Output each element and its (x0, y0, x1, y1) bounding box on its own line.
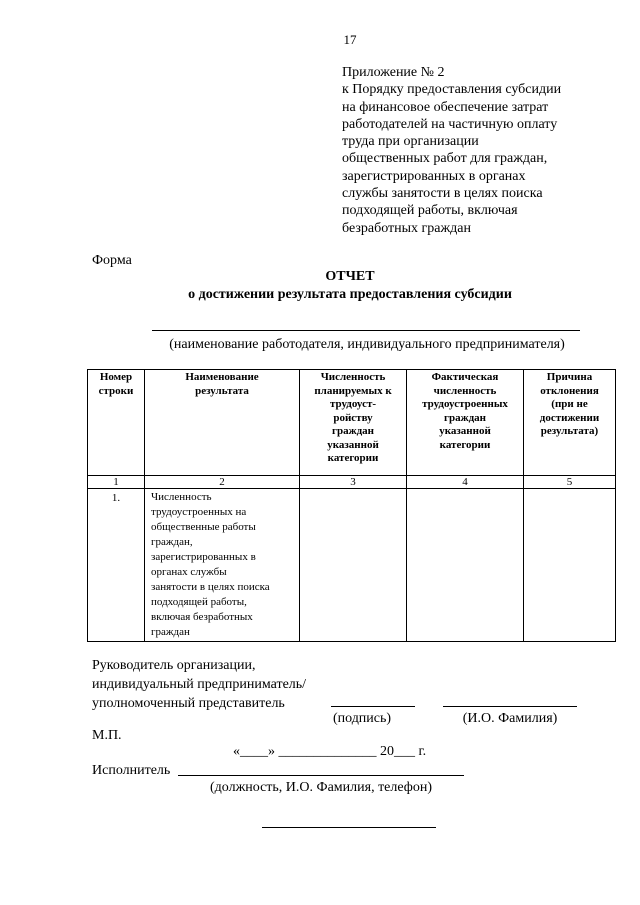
executor-field-line[interactable] (178, 775, 464, 776)
header-deviation-reason: Причина отклонения (при не достижении результата) (524, 370, 616, 476)
appendix-line: на финансовое обеспечение затрат (342, 99, 549, 115)
appendix-line: подходящей работы, включая (342, 203, 518, 219)
signatory-line: индивидуальный предприниматель/ (92, 677, 307, 692)
header-row-number: Номер строки (88, 370, 145, 476)
column-number: 1 (88, 476, 145, 489)
header-result-name: Наименование результата (145, 370, 300, 476)
header-planned-count: Численность планируемых к трудоуст- ройству граждан указанной категории (300, 370, 407, 476)
form-label: Форма (92, 253, 132, 268)
column-number: 5 (524, 476, 616, 489)
appendix-line: работодателей на частичную оплату (342, 116, 558, 132)
header-actual-count: Фактическая численность трудоустроенных граждан указанной категории (407, 370, 524, 476)
appendix-line: труда при организации (342, 134, 479, 150)
signatory-title (92, 656, 306, 713)
org-name-caption: (наименование работодателя, индивидуального предпринимателя) (169, 337, 565, 352)
column-number-row (88, 476, 616, 489)
row-actual-cell[interactable] (407, 489, 524, 642)
table-row (88, 489, 616, 642)
appendix-line: общественных работ для граждан, (342, 151, 548, 167)
appendix-line: службы занятости в целях поиска (342, 186, 543, 202)
row-number: 1. (88, 489, 145, 642)
executor-caption: (должность, И.О. Фамилия, телефон) (209, 780, 432, 795)
full-name-caption: (И.О. Фамилия) (462, 711, 558, 726)
column-number: 4 (407, 476, 524, 489)
full-name-field-line[interactable] (443, 706, 577, 707)
signatory-line: уполномоченный представитель (92, 696, 285, 711)
appendix-note (342, 64, 612, 237)
closing-divider-line (262, 827, 436, 828)
stamp-place-label: М.П. (92, 728, 122, 743)
appendix-line: к Порядку предоставления субсидии (342, 82, 562, 98)
org-name-field-line[interactable] (152, 330, 580, 331)
signature-field-line[interactable] (331, 706, 415, 707)
report-table (87, 369, 616, 642)
row-planned-cell[interactable] (300, 489, 407, 642)
appendix-line: зарегистрированных в органах (342, 168, 526, 184)
appendix-line: Приложение № 2 (342, 65, 445, 80)
table-header-row (88, 370, 616, 476)
date-line[interactable]: «____» ______________ 20___ г. (233, 744, 427, 759)
signature-caption: (подпись) (332, 711, 392, 726)
signatory-line: Руководитель организации, (92, 658, 256, 673)
row-result-name: Численность трудоустроенных на общественные работы граждан, зарегистрированных в органах службы занятости в целях поиска подходящей работы, включая безработных граждан (145, 489, 300, 642)
appendix-line: безработных граждан (342, 220, 471, 236)
row-reason-cell[interactable] (524, 489, 616, 642)
document-title: ОТЧЕТ (325, 269, 375, 284)
column-number: 3 (300, 476, 407, 489)
document-subtitle: о достижении результата предоставления субсидии (188, 287, 512, 302)
executor-label: Исполнитель (92, 763, 171, 778)
page-number: 17 (343, 32, 357, 47)
column-number: 2 (145, 476, 300, 489)
